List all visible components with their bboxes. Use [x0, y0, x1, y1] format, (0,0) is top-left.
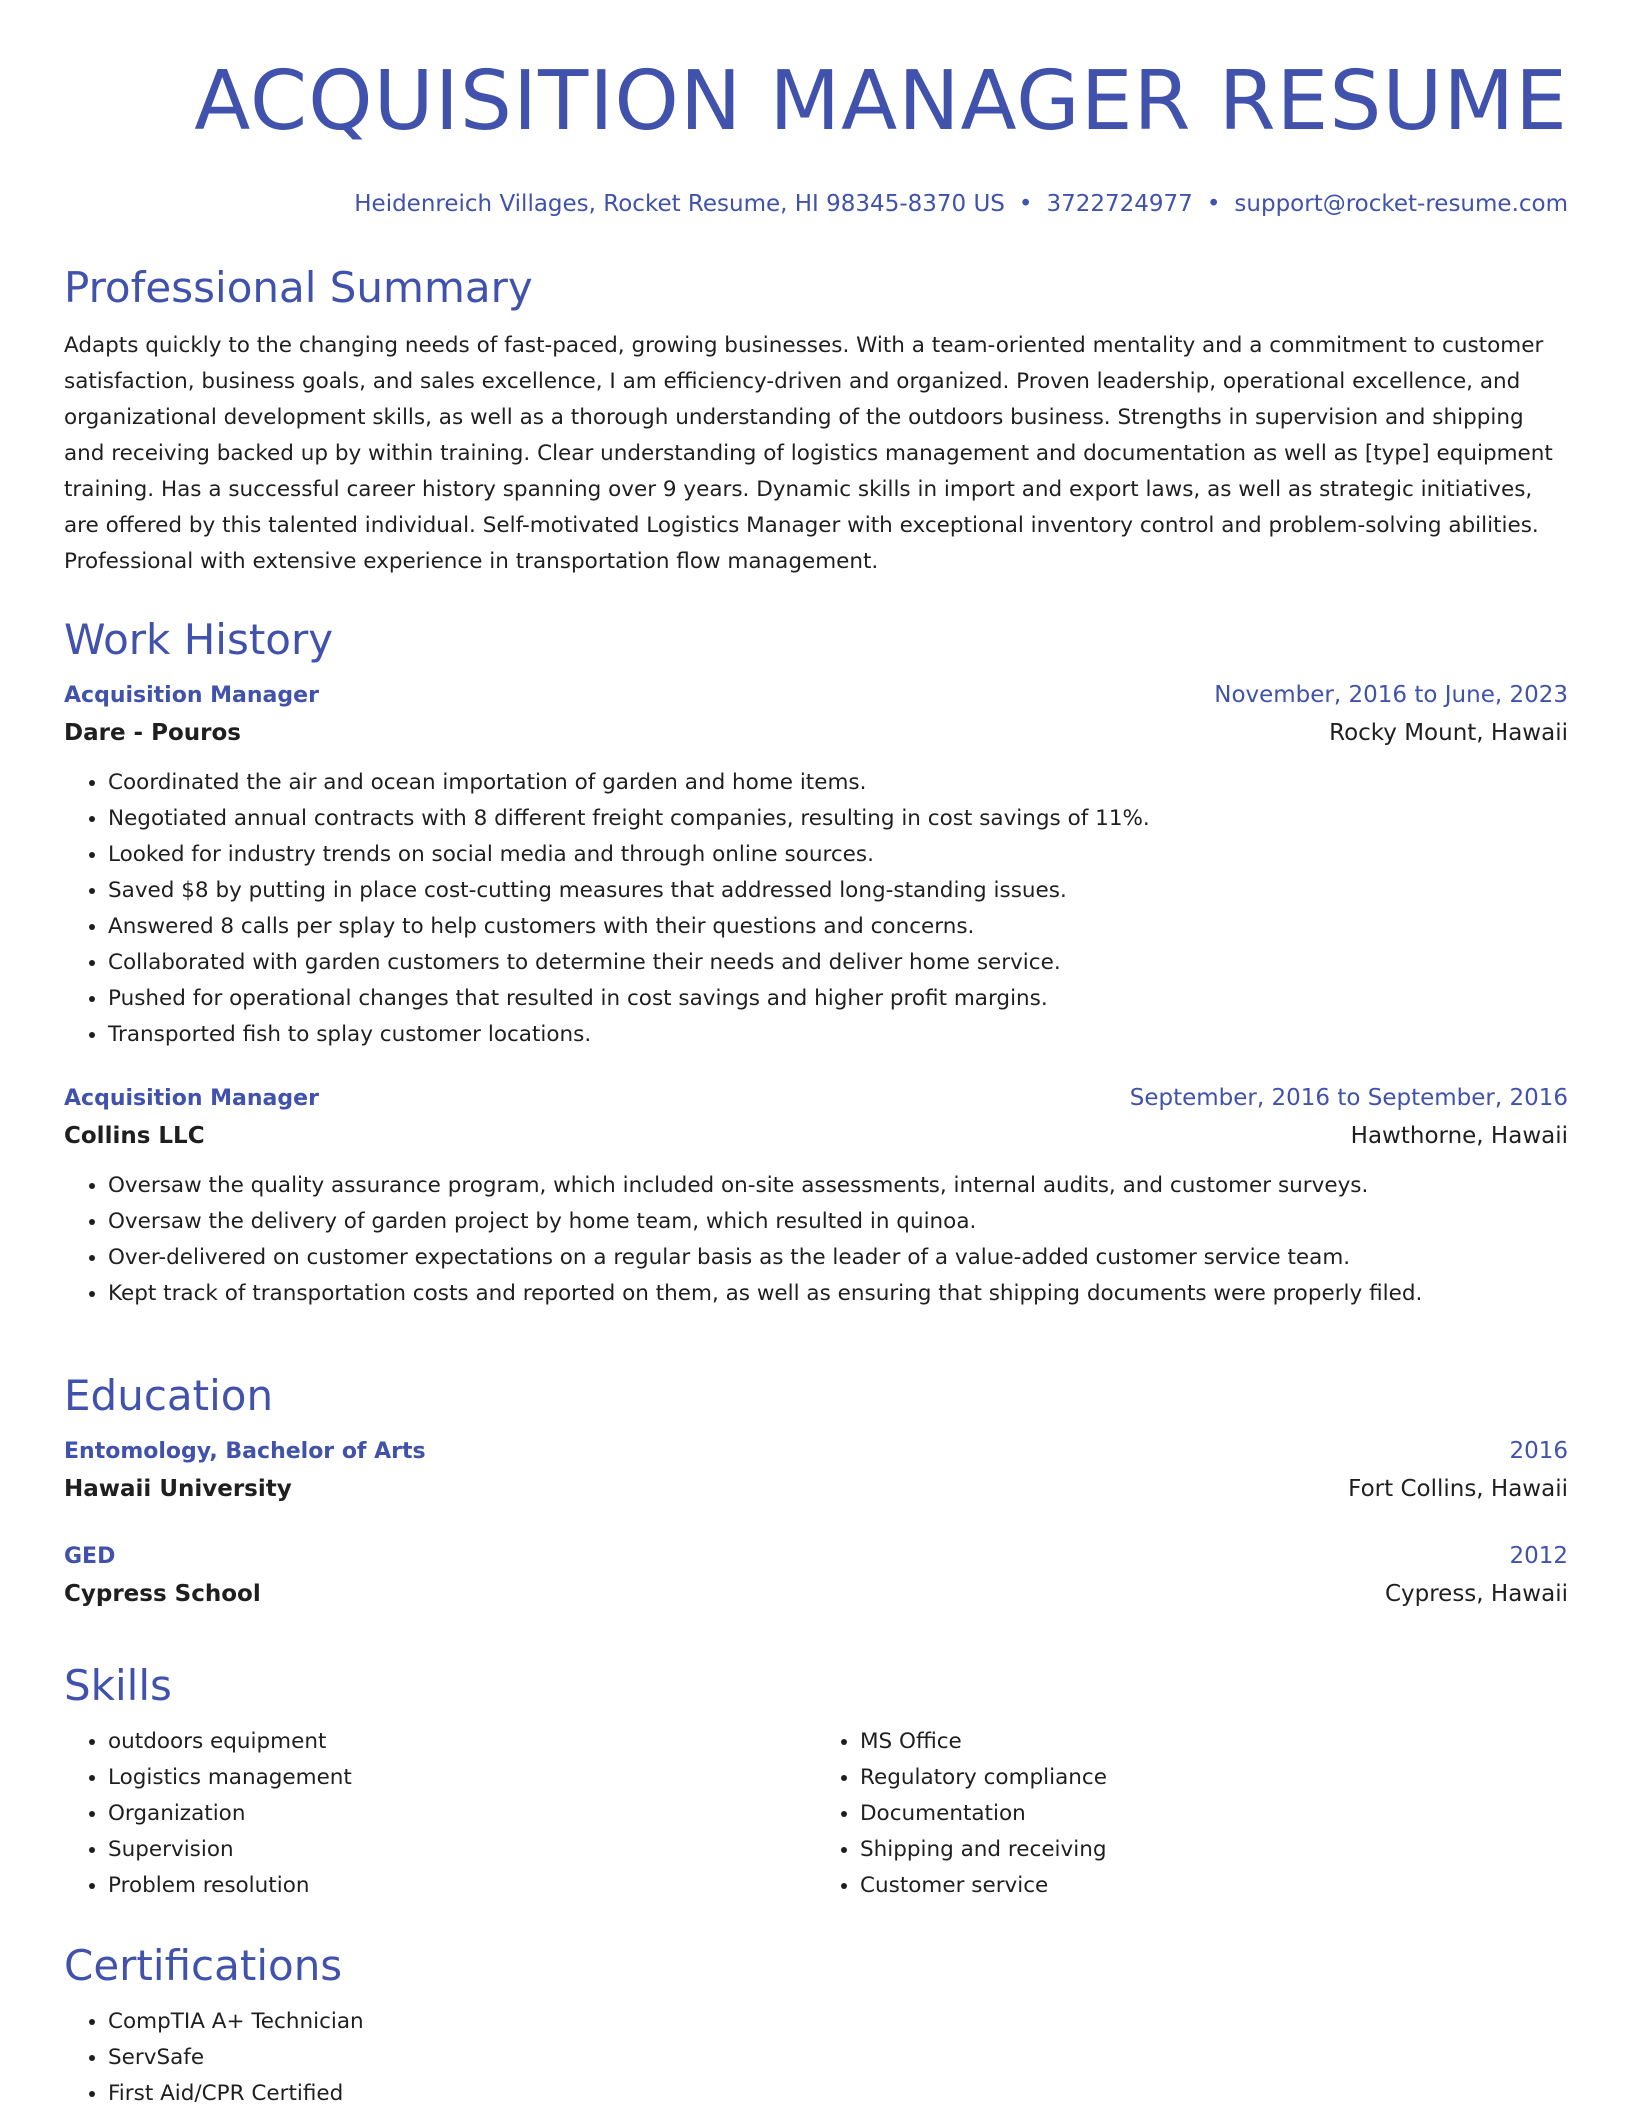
contact-phone: 3722724977 [1046, 191, 1193, 217]
education-degree: GED [64, 1544, 116, 1569]
list-item: • Over-delivered on customer expectations on a regular basis as the leader of a value-added customer service team. [108, 1240, 1568, 1276]
summary-text: Adapts quickly to the changing needs of fast-paced, growing businesses. With a team-oriented mentality and a commitment to customer satisfaction, business goals, and sales excellence, I am efficiency-driven and organized. Proven leadership, operational excellence, and organizational development skills, as well as a thorough understanding of the outdoors business. Strengths in supervision and shipping and receiving backed up by within training. Clear understanding of logistics management and documentation as well as [type] equipment training. Has a successful career history spanning over 9 years. Dynamic skills in import and export laws, as well as strategic initiatives, are offered by this talented individual. Self-motivated Logistics Manager with exceptional inventory control and problem-solving abilities. Professional with extensive experience in transportation flow management. [64, 333, 1553, 574]
education-school: Cypress School [64, 1581, 261, 1607]
skill-item: • Documentation [860, 1796, 1568, 1832]
skills-list-left [64, 1724, 816, 1904]
job-location: Rocky Mount, Hawaii [1329, 720, 1568, 746]
job-company: Collins LLC [64, 1123, 205, 1149]
resume-name: ACQUISITION MANAGER RESUME [194, 54, 1568, 149]
skill-item: • Supervision [108, 1832, 816, 1868]
job-bullets [64, 765, 1568, 1053]
work-history-section [64, 614, 1568, 1312]
job-role: Acquisition Manager [64, 683, 319, 708]
job-company: Dare - Pouros [64, 720, 241, 746]
list-item: • Looked for industry trends on social media and through online sources. [108, 837, 1568, 873]
skills-list-right [816, 1724, 1568, 1904]
certifications-list [64, 2004, 1568, 2112]
job-entry [64, 678, 1568, 1053]
skill-item: • Regulatory compliance [860, 1760, 1568, 1796]
section-title: Education [64, 1371, 274, 1420]
education-school: Hawaii University [64, 1476, 292, 1502]
list-item: • Saved $8 by putting in place cost-cutting measures that addressed long-standing issues. [108, 873, 1568, 909]
skill-item: • Problem resolution [108, 1868, 816, 1904]
education-year: 2016 [1509, 1438, 1568, 1464]
skills-section [64, 1660, 1568, 1904]
education-entry [64, 1434, 1568, 1509]
list-item: • Negotiated annual contracts with 8 different freight companies, resulting in cost savings of 11%. [108, 801, 1568, 837]
list-item: • Collaborated with garden customers to determine their needs and deliver home service. [108, 945, 1568, 981]
contact-separator: • [1018, 191, 1033, 217]
skill-item: • outdoors equipment [108, 1724, 816, 1760]
skill-item: • Customer service [860, 1868, 1568, 1904]
skills-columns [64, 1724, 1568, 1904]
job-bullets [64, 1168, 1568, 1312]
job-location: Hawthorne, Hawaii [1350, 1123, 1568, 1149]
list-item: • Oversaw the quality assurance program, which included on-site assessments, internal audits, and customer surveys. [108, 1168, 1568, 1204]
education-section [64, 1370, 1568, 1614]
skill-item: • Shipping and receiving [860, 1832, 1568, 1868]
job-dates: September, 2016 to September, 2016 [1129, 1085, 1568, 1111]
education-location: Cypress, Hawaii [1384, 1581, 1568, 1607]
education-year: 2012 [1509, 1543, 1568, 1569]
education-location: Fort Collins, Hawaii [1348, 1476, 1568, 1502]
certification-item: • CompTIA A+ Technician [108, 2004, 1568, 2040]
list-item: • Coordinated the air and ocean importation of garden and home items. [108, 765, 1568, 801]
list-item: • Oversaw the delivery of garden project by home team, which resulted in quinoa. [108, 1204, 1568, 1240]
list-item: • Answered 8 calls per splay to help customers with their questions and concerns. [108, 909, 1568, 945]
skill-item: • Organization [108, 1796, 816, 1832]
job-dates: November, 2016 to June, 2023 [1214, 682, 1568, 708]
contact-email: support@rocket-resume.com [1234, 191, 1568, 217]
list-item: • Kept track of transportation costs and reported on them, as well as ensuring that shipping documents were properly filed. [108, 1276, 1568, 1312]
certification-item: • First Aid/CPR Certified [108, 2076, 1568, 2112]
list-item: • Transported fish to splay customer locations. [108, 1017, 1568, 1053]
skill-item: • MS Office [860, 1724, 1568, 1760]
section-title: Skills [64, 1661, 172, 1710]
job-role: Acquisition Manager [64, 1086, 319, 1111]
contact-separator: • [1206, 191, 1221, 217]
list-item: • Pushed for operational changes that resulted in cost savings and higher profit margins. [108, 981, 1568, 1017]
section-title: Work History [64, 615, 334, 664]
education-degree: Entomology, Bachelor of Arts [64, 1439, 426, 1464]
section-title: Certifications [64, 1941, 343, 1990]
certification-item: • ServSafe [108, 2040, 1568, 2076]
education-entry [64, 1539, 1568, 1614]
professional-summary-section [64, 262, 1568, 580]
certifications-section [64, 1940, 1568, 2112]
skill-item: • Logistics management [108, 1760, 816, 1796]
job-entry [64, 1081, 1568, 1312]
contact-address: Heidenreich Villages, Rocket Resume, HI 98345-8370 US [354, 191, 1005, 217]
contact-line [64, 188, 1568, 220]
section-title: Professional Summary [64, 263, 533, 312]
